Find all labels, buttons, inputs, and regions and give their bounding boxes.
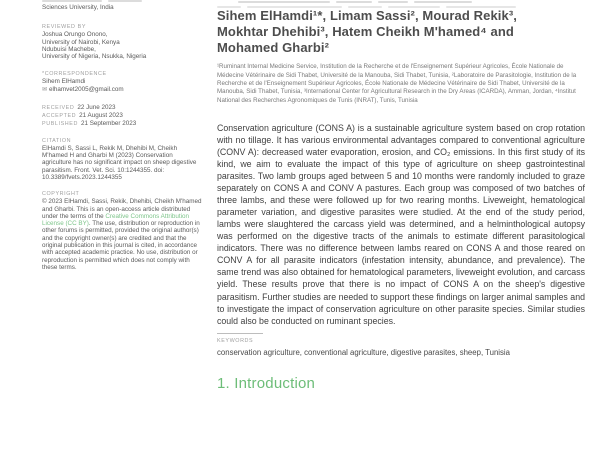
article-main-column: [217, 0, 585, 392]
copyright-text: [42, 198, 202, 271]
accepted-label: ACCEPTED: [42, 112, 77, 119]
published-date: 21 September 2023: [80, 119, 137, 127]
accepted-date: 21 August 2023: [79, 111, 123, 119]
keywords-label: KEYWORDS: [217, 337, 254, 344]
reviewer-name: Joshua Orungo Onono,: [42, 31, 108, 39]
correspondence-label: *CORRESPONDENCE: [42, 71, 107, 78]
creative-commons-license-link[interactable]: Creative Commons Attribution License (CC BY): [42, 212, 190, 228]
correspondence-name: Sihem ElHamdi: [42, 78, 86, 86]
citation-label: CITATION: [42, 137, 72, 144]
copyright-label: COPYRIGHT: [42, 191, 80, 198]
reviewer-affiliation: University of Nigeria, Nsukka, Nigeria: [42, 53, 147, 61]
received-line: [42, 104, 202, 112]
copyright-text-end: . The use, distribution or reproduction in other forums is permitted, provided the original author(s) and the copyright owner(s) are credited and that the original publication in this journal is cited, in accordance with accepted academic practice. No use, distribution or reproduction is permitted which does not comply with these terms.: [42, 220, 200, 271]
published-line: [42, 120, 202, 128]
article-metadata-sidebar: [42, 0, 202, 280]
accepted-line: [42, 112, 202, 120]
author-line: Mokhtar Dhehibi³, Hatem Cheikh M'hamed⁴ and: [217, 23, 514, 39]
citation-text: ElHamdi S, Sassi L, Rekik M, Dhehibi M, Cheikh M'hamed H and Gharbi M (2023) Conservation agriculture has no significant impact on sheep digestive parasitism. Front. Vet. Sci. 10:1244355. doi: 10.3389/fvets.2023.1244355: [42, 144, 197, 181]
keywords-divider: [217, 333, 263, 334]
published-label: PUBLISHED: [42, 120, 78, 127]
introduction-heading: 1. Introduction: [217, 374, 316, 392]
author-line: Sihem ElHamdi¹*, Limam Sassi², Mourad Rekik³,: [217, 8, 517, 23]
reviewed-by-label: REVIEWED BY: [42, 24, 87, 31]
received-label: RECEIVED: [42, 104, 75, 111]
author-line: Mohamed Gharbi²: [217, 39, 330, 55]
copyright-text-start: © 2023 ElHamdi, Sassi, Rekik, Dhehibi, Cheikh M'hamed and Gharbi. This is an open-access article distributed under the terms of the: [42, 198, 202, 220]
reviewer-affiliation: University of Nairobi, Kenya: [42, 38, 120, 46]
correspondence-email[interactable]: elhamvet2005@gmail.com: [49, 85, 124, 93]
author-affiliations: ¹Ruminant Internal Medicine Service, Institution de la Recherche et de l'Enseignement Supérieur Agricoles, École Nationale de Médecine Vétérinaire de Sidi Thabet, Université de la Manouba, Sidi Thabet, Tunisia, ²Laboratoire de Parasitologie, Institution de la Recherche et de l'Enseignement Supérieur Agricoles, École Nationale de Médecine Vétérinaire de Sidi Thabet, Université de la Manouba, Sidi Thabet, Tunisia, ³International Center for Agricultural Research in the Dry Areas (ICARDA), Amman, Jordan, ⁴Institut National des Recherches Agronomiques de Tunis (INRAT), Tunis, Tunisia: [217, 63, 577, 104]
abstract-text: Conservation agriculture (CONS A) is a sustainable agriculture system based on crop rotation with no tillage. It has various environmental advantages compared to conventional agriculture (CONV A): decreased water evaporation, erosion, and CO₂ emissions. In this first study of its kind, we aim to evaluate the impact of this type of agriculture on sheep gastrointestinal parasites. Two lamb groups aged between 5 and 10 months were randomly included to graze separately on CONS A and CONV A pastures. Each group was composed of two batches of three lambs, and these were followed up for two rearing months. Liveweight, hematological parameter variation, and digestive parasites were studied. At the end of the study period, lambs were slaughtered the carcass yield was determined, and a helminthological autopsy was performed on the digestive tracts of the animals to estimate different parasitological indicators. There was no difference between lambs reared on CONS A and those reared on CONV A for all parasite indicators (infestation intensity, abundance, and prevalence). The same trend was also obtained for hematological parameters, liveweight evolution, and carcass yield. These results prove that there is no impact of CONS A on the sheep's digestive parasitism. Further studies are needed to support these findings on larger animal samples and to investigate the impact of conservation agriculture on other parasite species. Similar studies could also be conducted on ruminant species.: [217, 122, 585, 326]
author-list: [217, 8, 585, 55]
received-date: 22 June 2023: [77, 103, 116, 111]
reviewer-name: Ndubuisi Machebe,: [42, 45, 96, 53]
editor-affiliation: Sciences University, India: [42, 4, 114, 11]
keywords-text: conservation agriculture, conventional agriculture, digestive parasites, sheep, Tunisia: [217, 347, 510, 357]
envelope-icon: ✉: [42, 86, 48, 93]
correspondence-email-link[interactable]: [42, 86, 202, 94]
